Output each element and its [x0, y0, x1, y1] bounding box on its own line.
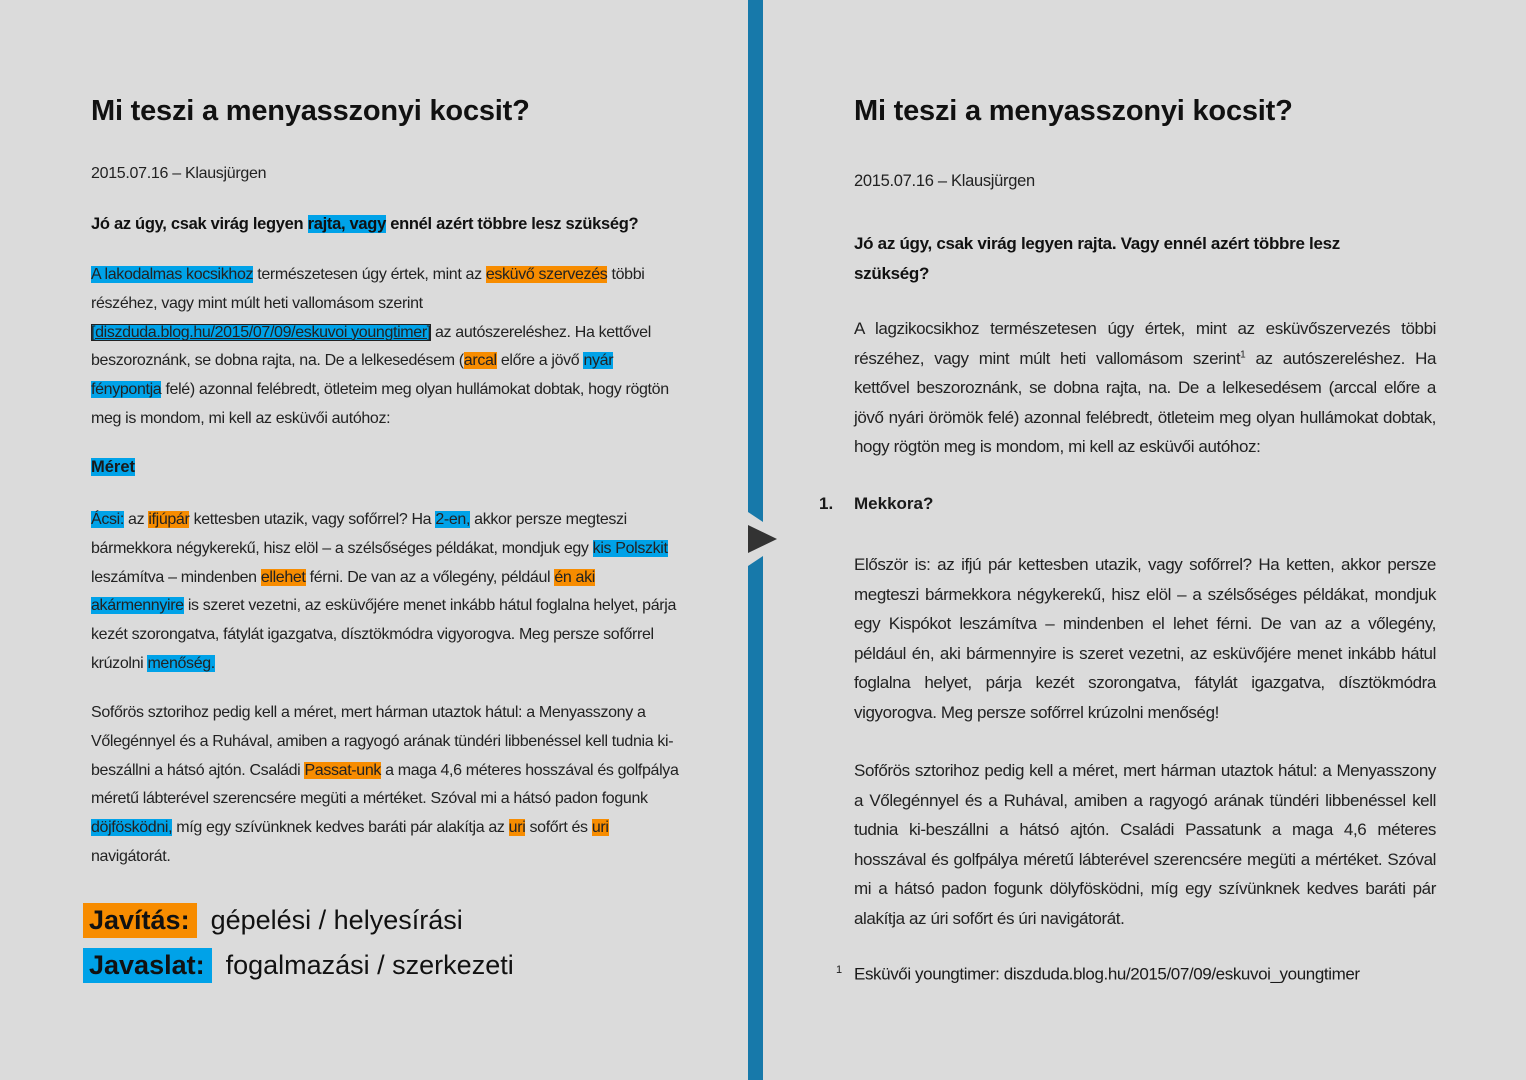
text-span: A lagzikocsikhoz természetesen úgy értek, mint az esküvőszervezés többi részéhez, vagy mint múlt heti vallomásom szerint	[854, 319, 1436, 368]
draft-title: Mi teszi a menyasszonyi kocsit?	[91, 95, 530, 127]
text-span: sofőrt és	[525, 819, 592, 837]
edited-paragraph-3: Sofőrös sztorihoz pedig kell a méret, mert hárman utaztok hátul: a Menyasszony a Vőlegénnyel és a Ruhával, amiben a ragyogó arának tündéri libbenéssel kell tudnia ki-beszállni a hátsó ajtón. Családi Passatunk a maga 4,6 méteres hosszával és golfpálya méretű lábterével szerencsére megüti a mértéket. Szóval mi a hátsó padon fogunk dölyfösködni, míg egy szívünknek kedves baráti pár alakítja az úri sofőrt és úri navigátorát.	[854, 761, 1436, 928]
suggestion-highlight: 2-en,	[435, 511, 471, 528]
suggestion-highlight: menőség.	[147, 654, 215, 672]
text-span: kettesben utazik, vagy sofőrrel? Ha	[189, 511, 436, 528]
divider-bar	[748, 0, 778, 1080]
text-span: navigátorát.	[91, 847, 171, 865]
edited-lead: Jó az úgy, csak virág legyen rajta. Vagy ennél azért többre lesz szükség?	[854, 234, 1340, 283]
edited-paragraph-2: Először is: az ifjú pár kettesben utazik, vagy sofőrrel? Ha ketten, akkor persze megteszi bármekkora négykerekű, hisz elöl – a szélsőséges példákat, mondjuk egy Kispókot leszámítva – mindenben el lehet férni. De van az a vőlegény, például én, aki bármennyire is szeret vezetni, az esküvőjére menet inkább hátul foglalna helyet, párja kezét szorongatva, fátylát igazgatva, dísztökmódra vigyorogva. Meg persze sofőrrel krúzolni menőség!	[854, 555, 1436, 722]
footnote	[836, 964, 1360, 985]
footnote-reference[interactable]: 1	[1240, 348, 1246, 360]
correction-highlight: arcal	[463, 352, 497, 370]
text-span: az autószereléshez. Ha kettővel beszoroznánk, se dobna rajta, na. De a lelkesedésem (	[91, 323, 651, 370]
correction-highlight: én aki	[554, 568, 595, 586]
legend-correction	[83, 905, 463, 936]
legend-correction-tag: Javítás:	[83, 903, 197, 938]
edited-paragraph-1	[854, 314, 1436, 462]
text-span: ennél azért többre lesz szükség?	[385, 215, 639, 233]
text-span: az	[123, 511, 149, 528]
draft-paragraph-2	[91, 506, 681, 679]
legend-suggestion	[83, 950, 514, 981]
draft-lead	[91, 215, 638, 234]
heading-text: Mekkora?	[854, 494, 934, 513]
suggestion-highlight: nyár fénypontja	[91, 352, 614, 399]
suggestion-highlight: Ácsi:	[91, 511, 124, 528]
correction-highlight: ellehet	[260, 568, 306, 586]
edited-title: Mi teszi a menyasszonyi kocsit?	[854, 95, 1293, 127]
divider-bottom-segment	[748, 556, 763, 1080]
legend-suggestion-desc: fogalmazási / szerkezeti	[225, 950, 514, 980]
text-span: felé) azonnal felébredt, ötleteim meg olyan hullámokat dobtak, hogy rögtön meg is mondom, mi kell az esküvői autóhoz:	[91, 381, 669, 427]
correction-highlight: Passat-unk	[304, 761, 382, 779]
list-number: 1.	[819, 494, 834, 513]
text-span: míg egy szívünknek kedves baráti pár alakítja az	[172, 819, 509, 837]
text-span: az autószereléshez. Ha kettővel beszoroznánk, se dobna rajta, na. De a lelkesedésem (arccal előre a jövő nyári örömök felé) azonnal felébredt, ötleteim meg olyan hullámokat dobtak, hogy rögtön meg is mondom, mi kell az esküvői autóhoz:	[854, 348, 1436, 456]
text-span: előre a jövő	[496, 352, 584, 370]
text-span: Sofőrös sztorihoz pedig kell a méret, mert hárman utaztok hátul: a Menyasszony a Vőlegénnyel és a Ruhával, amiben a ragyogó arának tündéri libbenéssel kell tudnia ki-beszállni a hátsó ajtón. Családi	[91, 704, 674, 779]
suggestion-highlight: kis Polszkit	[592, 539, 668, 557]
draft-meta: 2015.07.16 – Klausjürgen	[91, 165, 267, 182]
edited-meta: 2015.07.16 – Klausjürgen	[854, 172, 1035, 190]
correction-highlight: uri	[591, 819, 609, 837]
draft-paragraph-3	[91, 699, 681, 872]
divider-top-segment	[748, 0, 763, 522]
text-span: Jó az úgy, csak virág legyen	[91, 215, 308, 233]
text-span: leszámítva – mindenben	[91, 568, 261, 586]
text-span: a maga 4,6 méteres hosszával és golfpálya méretű lábterével szerencsére megüti a mértéket. Szóval mi a hátsó padon fogunk	[91, 761, 679, 808]
correction-highlight: esküvő szervezés	[485, 266, 608, 283]
arrow-right-icon	[748, 525, 777, 553]
draft-paragraph-1	[91, 261, 681, 434]
blog-link[interactable]: [diszduda.blog.hu/2015/07/09/eskuvoi youngtimer]	[91, 323, 431, 341]
footnote-number: 1	[836, 964, 842, 976]
legend-suggestion-tag: Javaslat:	[83, 948, 212, 983]
suggestion-highlight: akármennyire	[91, 597, 184, 615]
footnote-text: Esküvői youngtimer: diszduda.blog.hu/2015/07/09/eskuvoi_youngtimer	[854, 964, 1360, 984]
correction-highlight: uri	[508, 819, 526, 837]
edited-section-heading	[819, 494, 933, 514]
suggestion-highlight: rajta, vagy	[307, 215, 386, 233]
suggestion-highlight: döjfösködni,	[91, 819, 173, 837]
legend-correction-desc: gépelési / helyesírási	[210, 905, 463, 935]
text-span: természetesen úgy értek, mint az	[253, 266, 486, 283]
suggestion-highlight: Méret	[91, 458, 136, 476]
text-span: többi részéhez, vagy mint múlt heti vallomásom szerint	[91, 266, 645, 312]
text-span: férni. De van az a vőlegény, például	[305, 568, 555, 586]
text-span: akkor persze megteszi bármekkora négykerekű, hisz elöl – a szélsőséges példákat, mondjuk egy	[91, 511, 627, 557]
draft-section-heading	[91, 458, 135, 477]
text-span: is szeret vezetni, az esküvőjére menet inkább hátul foglalna helyet, párja kezét szorongatva, fátylát igazgatva, dísztökmódra vigyorogva. Meg persze sofőrrel krúzolni	[91, 597, 677, 672]
suggestion-highlight: A lakodalmas kocsikhoz	[91, 266, 254, 283]
correction-highlight: ifjúpár	[148, 511, 190, 528]
